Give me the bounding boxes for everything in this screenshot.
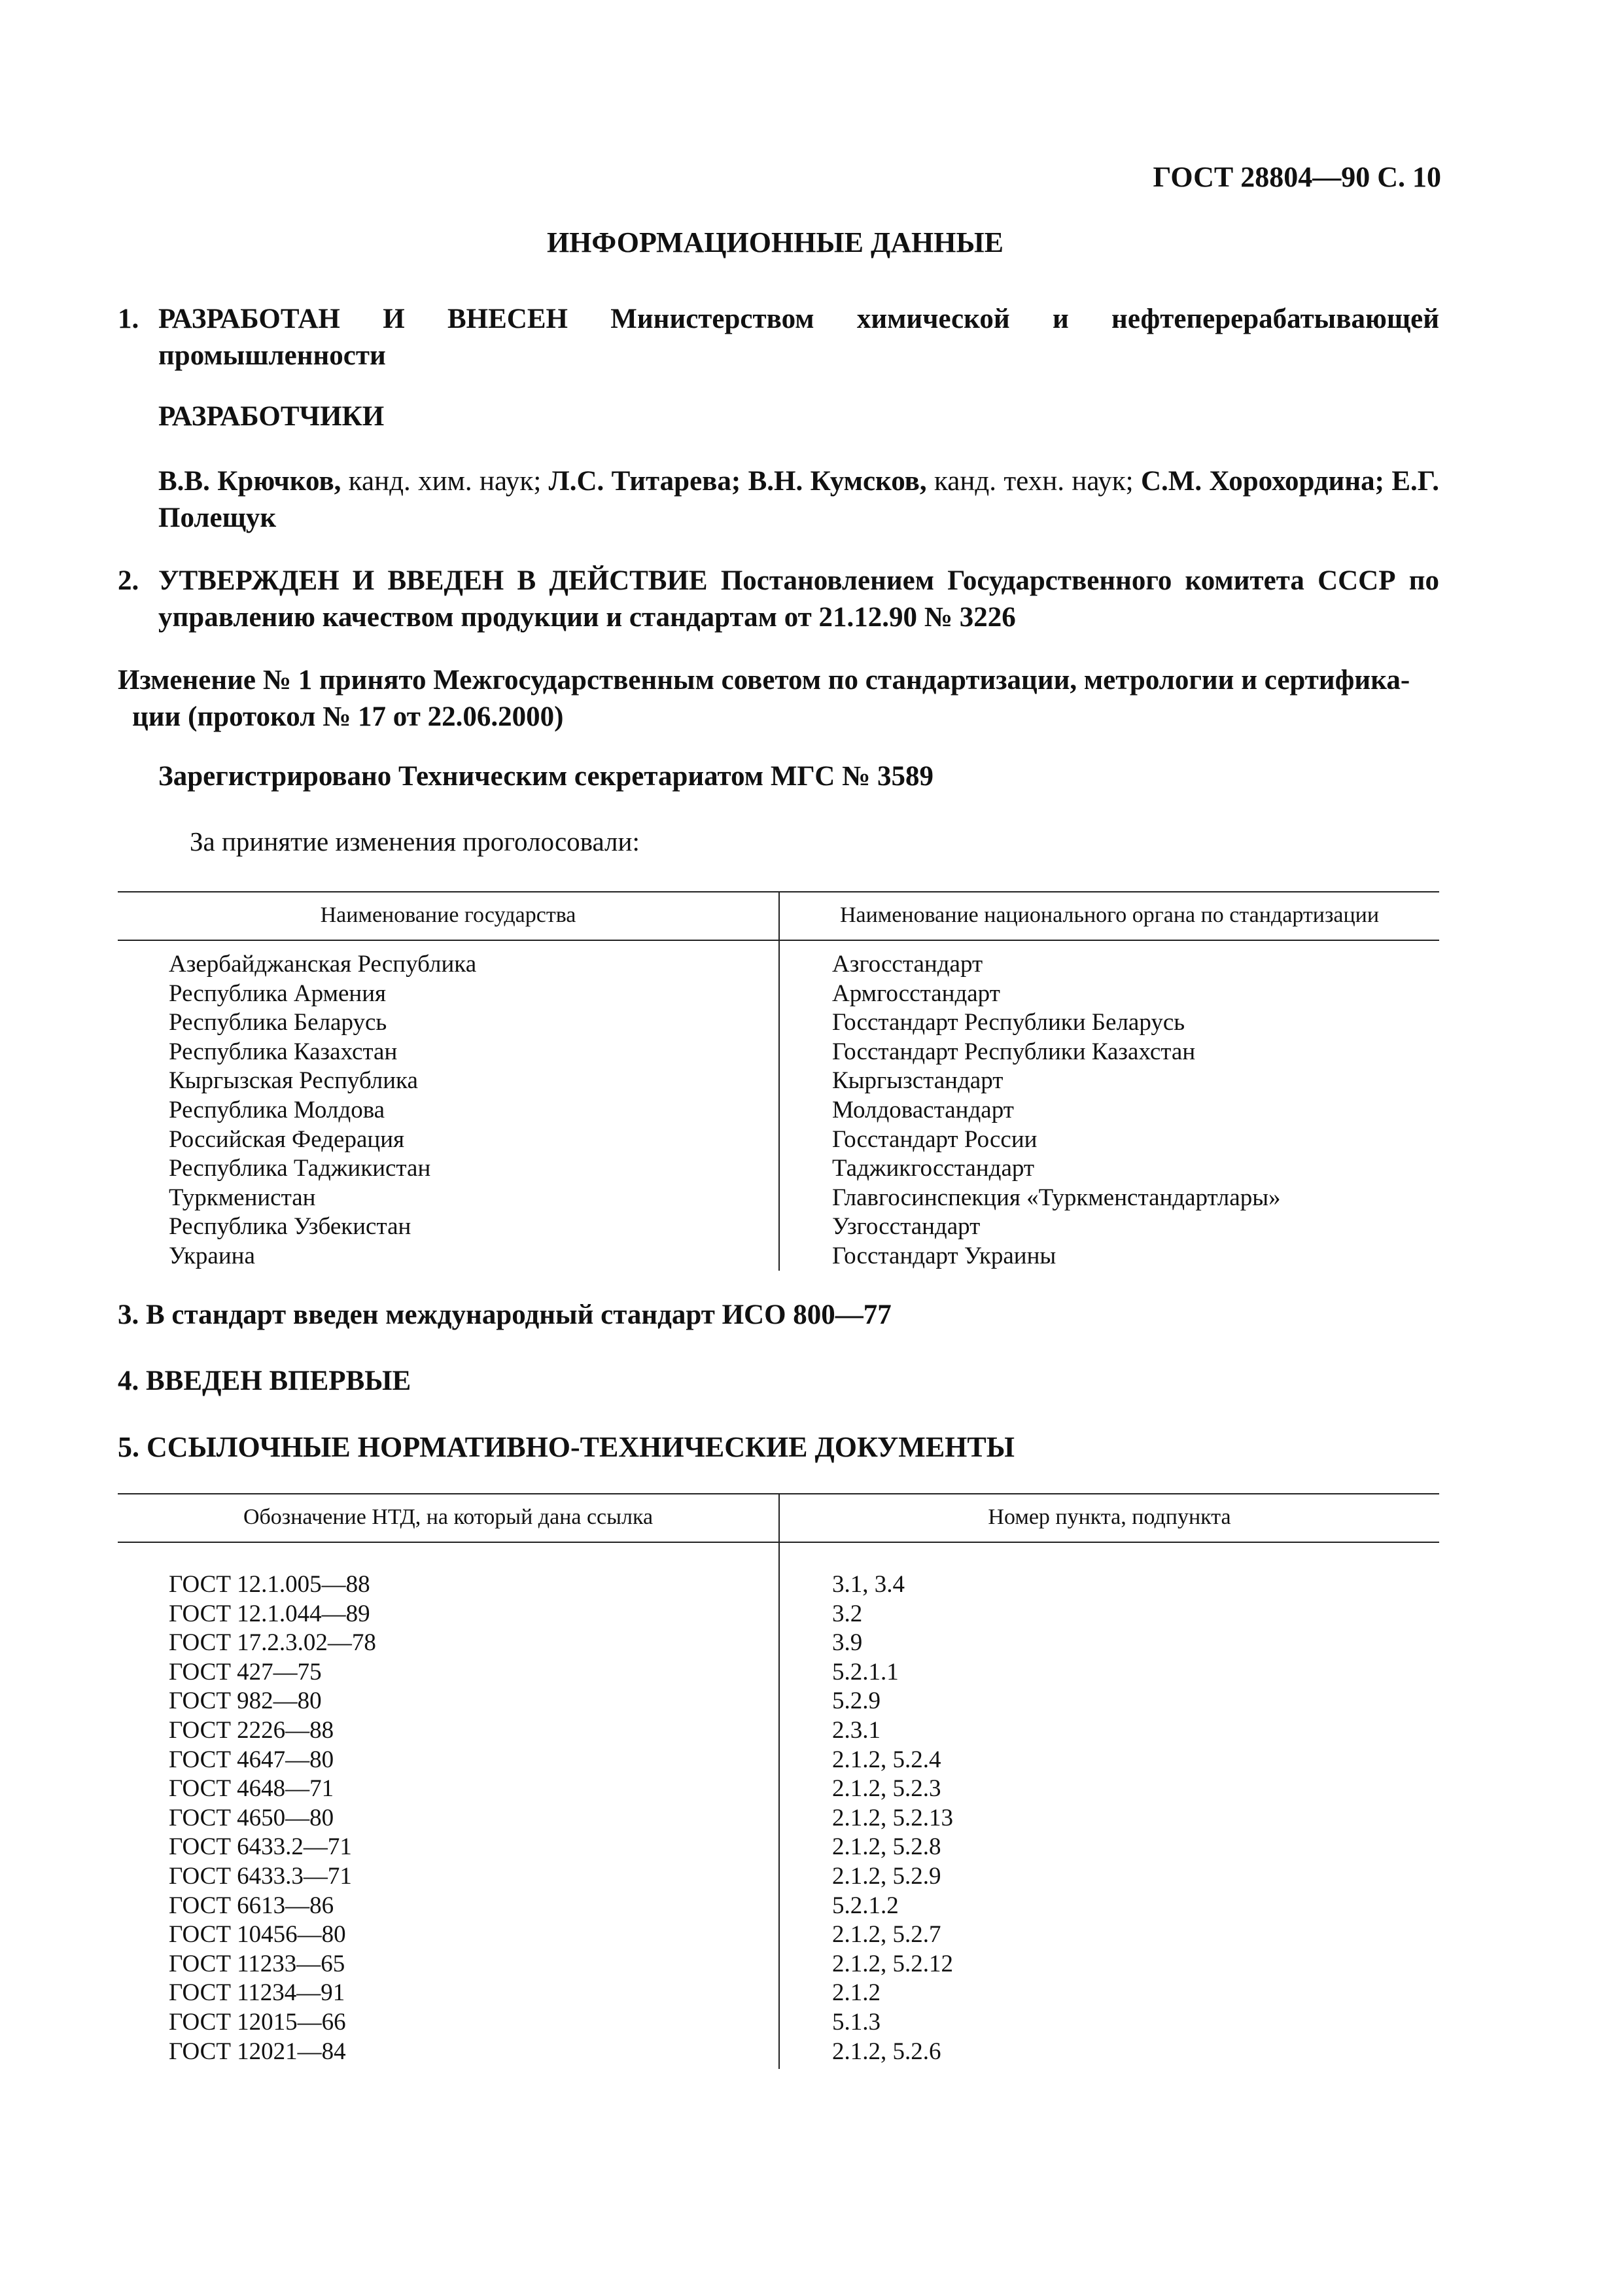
table-cell-clause: 5.2.9 [832,1687,881,1715]
section-2-rest: Постановлением Государственного комитета СССР по управлению качеством продукции и стандартам от 21.12.90 № 3226 [158,565,1440,633]
table-cell-standards-body: Таджикгосстандарт [832,1155,1035,1182]
section-3: 3. В стандарт введен международный стандарт ИСО 800—77 [118,1299,892,1330]
table-cell-document: ГОСТ 427—75 [169,1658,322,1686]
table-cell-standards-body: Госстандарт Республики Беларусь [832,1009,1185,1036]
table-cell-standards-body: Узгосстандарт [832,1213,981,1241]
refs-column-docs [169,1570,376,2066]
section-4: 4. ВВЕДЕН ВПЕРВЫЕ [118,1366,411,1396]
table-column-divider [778,1493,780,2069]
table-cell-standards-body: Кыргызстандарт [832,1067,1003,1095]
table-cell-clause: 3.9 [832,1629,863,1657]
table-cell-state: Кыргызская Республика [169,1067,418,1095]
table-cell-state: Республика Узбекистан [169,1213,411,1241]
developers-list [158,463,1439,537]
table-cell-standards-body: Главгосинспекция «Туркменстандартлары» [832,1184,1281,1211]
table-cell-clause: 2.1.2, 5.2.6 [832,2038,941,2065]
table-cell-standards-body: Армгосстандарт [832,980,1000,1007]
votes-column-states [169,950,476,1271]
refs-header-doc: Обозначение НТД, на который дана ссылка [243,1505,654,1529]
table-cell-standards-body: Молдовастандарт [832,1096,1014,1123]
page-title: ИНФОРМАЦИОННЫЕ ДАННЫЕ [546,226,1004,258]
table-cell-clause: 2.1.2 [832,1979,881,2007]
table-header-rule [118,940,1439,941]
table-cell-document: ГОСТ 10456—80 [169,1921,346,1949]
table-cell-clause: 5.1.3 [832,2008,881,2036]
table-header-rule [118,1542,1439,1543]
amendment-line-1: Изменение № 1 принято Межгосударственным советом по стандартизации, метрологии и сертифика- [118,665,1410,696]
table-cell-document: ГОСТ 6613—86 [169,1892,334,1919]
table-cell-clause: 2.1.2, 5.2.8 [832,1833,941,1861]
developer-name: В.В. Крючков, [158,466,341,497]
table-cell-clause: 5.2.1.1 [832,1658,899,1686]
developer-name: В.Н. Кумсков, [748,466,927,497]
votes-header-state: Наименование государства [320,903,576,927]
section-2-bold: УТВЕРЖДЕН И ВВЕДЕН В ДЕЙСТВИЕ [158,565,708,596]
developer-name: Е.Г. Полещук [158,466,1440,533]
table-cell-document: ГОСТ 4647—80 [169,1746,334,1773]
voted-intro: За принятие изменения проголосовали: [190,826,640,857]
table-cell-document: ГОСТ 17.2.3.02—78 [169,1629,376,1657]
registration-note: Зарегистрировано Техническим секретариатом МГС № 3589 [158,761,934,792]
references-table [118,1493,1439,2069]
refs-header-clause: Номер пункта, подпункта [988,1505,1231,1529]
table-cell-clause: 3.1, 3.4 [832,1571,905,1598]
section-1-text [118,301,1439,374]
developer-degree [741,466,748,497]
table-cell-state: Туркменистан [169,1184,316,1211]
section-1 [118,301,1439,374]
table-cell-standards-body: Азгосстандарт [832,951,983,978]
table-cell-clause: 2.3.1 [832,1716,881,1744]
table-cell-clause: 2.1.2, 5.2.9 [832,1862,941,1890]
developers-heading: РАЗРАБОТЧИКИ [158,401,385,432]
table-cell-document: ГОСТ 12015—66 [169,2008,346,2036]
developer-name: Л.С. Титарева; [548,466,741,497]
developer-degree [1384,466,1391,497]
table-cell-document: ГОСТ 2226—88 [169,1716,334,1744]
table-cell-document: ГОСТ 12.1.044—89 [169,1600,370,1627]
table-cell-clause: 2.1.2, 5.2.13 [832,1804,953,1831]
section-5: 5. ССЫЛОЧНЫЕ НОРМАТИВНО-ТЕХНИЧЕСКИЕ ДОКУМЕНТЫ [118,1431,1015,1463]
table-cell-clause: 2.1.2, 5.2.12 [832,1950,953,1977]
table-cell-clause: 2.1.2, 5.2.4 [832,1746,941,1773]
developer-degree: канд. хим. наук; [341,466,549,497]
table-cell-standards-body: Госстандарт Украины [832,1242,1056,1269]
table-cell-document: ГОСТ 12.1.005—88 [169,1571,370,1598]
table-cell-standards-body: Госстандарт Республики Казахстан [832,1038,1196,1065]
refs-column-clauses [832,1570,953,2066]
table-cell-state: Республика Казахстан [169,1038,398,1065]
table-cell-state: Республика Таджикистан [169,1155,431,1182]
table-cell-standards-body: Госстандарт России [832,1125,1038,1153]
developer-name: С.М. Хорохордина; [1140,466,1384,497]
table-cell-document: ГОСТ 11234—91 [169,1979,345,2007]
table-cell-document: ГОСТ 12021—84 [169,2038,346,2065]
table-cell-state: Российская Федерация [169,1125,405,1153]
table-cell-document: ГОСТ 982—80 [169,1687,322,1715]
votes-header-body: Наименование национального органа по стандартизации [839,903,1380,927]
table-cell-clause: 2.1.2, 5.2.3 [832,1775,941,1803]
table-cell-clause: 5.2.1.2 [832,1892,899,1919]
table-cell-state: Республика Армения [169,980,387,1007]
table-cell-state: Республика Молдова [169,1096,385,1123]
section-2-text [118,563,1439,636]
votes-column-bodies [832,950,1281,1271]
table-cell-document: ГОСТ 4648—71 [169,1775,334,1803]
section-2 [118,563,1439,636]
votes-table [118,891,1439,1271]
table-cell-document: ГОСТ 6433.3—71 [169,1862,352,1890]
table-cell-state: Азербайджанская Республика [169,951,477,978]
table-cell-document: ГОСТ 4650—80 [169,1804,334,1831]
table-cell-document: ГОСТ 11233—65 [169,1950,345,1977]
table-cell-clause: 2.1.2, 5.2.7 [832,1921,941,1949]
section-1-rest: Министерством химической и нефтеперерабатывающей промышленности [158,304,1440,371]
table-cell-state: Республика Беларусь [169,1009,387,1036]
section-1-bold: РАЗРАБОТАН И ВНЕСЕН [158,304,568,334]
section-2-number: 2. [118,565,139,596]
developer-degree: канд. техн. наук; [926,466,1141,497]
section-1-number: 1. [118,304,139,334]
table-cell-state: Украина [169,1242,255,1269]
page-header: ГОСТ 28804—90 С. 10 [1153,161,1441,193]
amendment-line-2: ции (протокол № 17 от 22.06.2000) [132,701,564,732]
table-cell-document: ГОСТ 6433.2—71 [169,1833,352,1861]
amendment-note [118,662,1439,735]
table-column-divider [778,891,780,1271]
table-cell-clause: 3.2 [832,1600,863,1627]
